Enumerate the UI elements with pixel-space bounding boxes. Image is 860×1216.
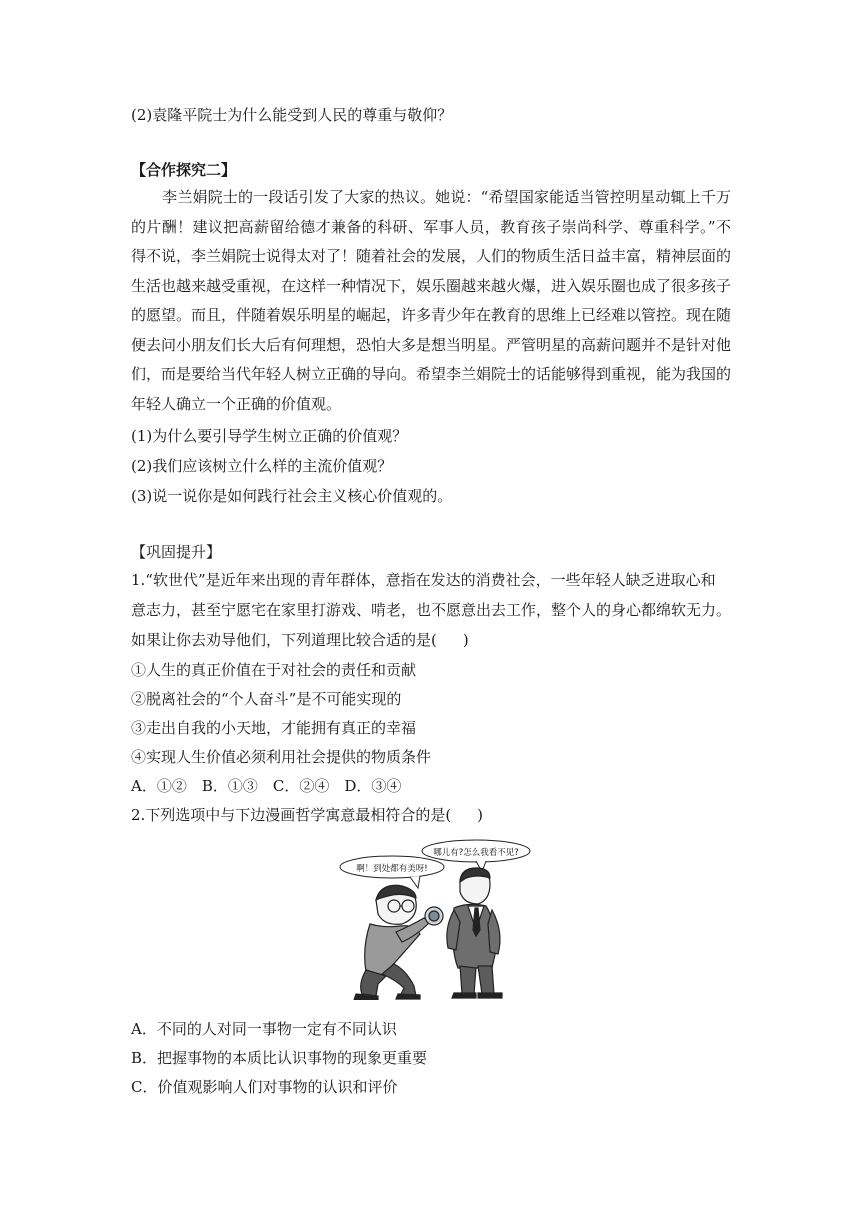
question-stem-end: ) [462,631,469,649]
question-stem: 2.下列选项中与下边漫画哲学寓意最相符合的是( [131,806,452,824]
choice-statement: ③走出自我的小天地，才能拥有真正的幸福 [131,719,417,737]
passage-paragraph [131,183,731,419]
passage-text: 李兰娟院士的一段话引发了大家的热议。她说：“希望国家能适当管控明星动辄上千万的片酬！建议把高薪留给德才兼备的科研、军事人员，教育孩子崇尚科学、尊重科学。”不得不说，李兰娟院士说得太对了！随着社会的发展，人们的物质生活日益丰富，精神层面的生活也越来越受重视，在这样一种情况下，娱乐圈越来越火爆，进入娱乐圈也成了很多孩子的愿望。而且，伴随着娱乐明星的崛起，许多青少年在教育的思维上已经难以管控。现在随便去问小朋友们长大后有何理想，恐怕大多是想当明星。严管明星的高薪问题并不是针对他们，而是要给当代年轻人树立正确的导向。希望李兰娟院士的话能够得到重视，能为我国的年轻人确立一个正确的价值观。 [131,188,732,413]
bubble-left-text: 啊！到处都有美呀! [356,864,428,874]
answer-option-c: C．价值观影响人们对事物的认识和评价 [131,1078,398,1096]
answer-options: A．①② B．①③ C．②④ D．③④ [131,777,402,795]
section-heading: 【合作探究二】 [131,161,237,179]
speech-bubble-left [340,856,444,888]
choice-statement: ①人生的真正价值在于对社会的责任和贡献 [131,661,417,679]
question-stem-end: ) [477,806,484,824]
bubble-right-text: 哪儿有?怎么我看不见? [433,848,519,858]
choice-statement: ②脱离社会的“个人奋斗”是不可能实现的 [131,690,402,708]
question-line: 1.“软世代”是近年来出现的青年群体，意指在发达的消费社会，一些年轻人缺乏进取心和 [131,571,716,589]
question-line: (3)说一说你是如何践行社会主义核心价值观的。 [131,487,453,505]
left-figure [354,885,443,1000]
question-line [131,805,483,825]
answer-option-b: B．把握事物的本质比认识事物的现象更重要 [131,1049,428,1067]
question-line: (2)袁隆平院士为什么能受到人民的尊重与敬仰？ [131,106,453,124]
question-line [131,630,469,650]
question-line: (1)为什么要引导学生树立正确的价值观？ [131,427,408,445]
question-line: (2)我们应该树立什么样的主流价值观？ [131,457,393,475]
choice-statement: ④实现人生价值必须利用社会提供的物质条件 [131,748,432,766]
question-line: 意志力，甚至宁愿宅在家里打游戏、啃老，也不愿意出去工作，整个人的身心都绵软无力。 [131,601,732,619]
cartoon-illustration [336,838,532,1000]
section-heading: 【巩固提升】 [131,543,222,561]
right-figure [447,868,502,998]
answer-option-a: A．不同的人对同一事物一定有不同认识 [131,1020,397,1038]
question-stem: 如果让你去劝导他们，下列道理比较合适的是( [131,631,437,649]
